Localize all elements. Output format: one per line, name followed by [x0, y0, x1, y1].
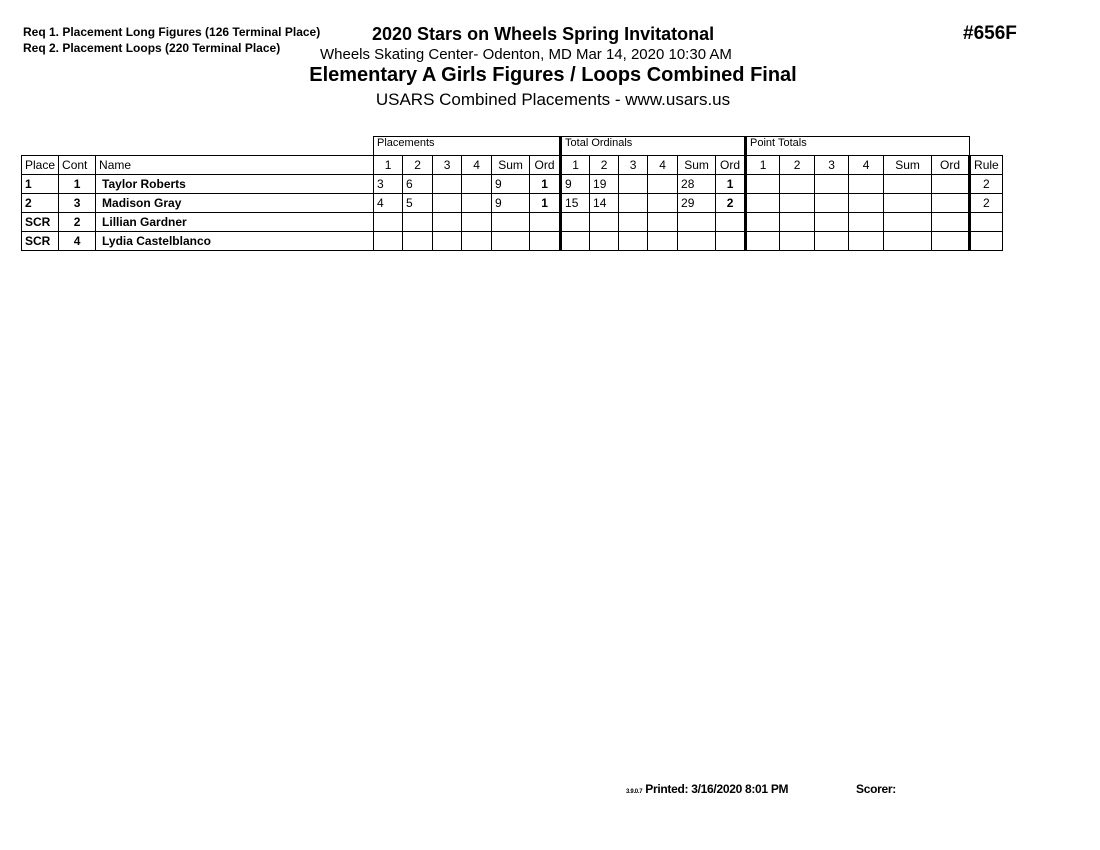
- cell-placement-2: 5: [403, 194, 433, 213]
- cell-ordinal-3: [619, 213, 648, 232]
- cell-place: 1: [22, 175, 59, 194]
- cell-ordinal-1: 15: [561, 194, 590, 213]
- cell-rule: [970, 232, 1003, 251]
- table-row: [22, 213, 1003, 232]
- cell-cont: 2: [59, 213, 96, 232]
- cell-ordinal-sum: [678, 232, 716, 251]
- cell-ordinal-3: [619, 194, 648, 213]
- col-header-ordinal-1: 1: [561, 156, 590, 175]
- col-header-cont: Cont: [59, 156, 96, 175]
- cell-place: 2: [22, 194, 59, 213]
- cell-name: Lillian Gardner: [96, 213, 374, 232]
- table-row: [22, 175, 1003, 194]
- cell-ordinal-ord: [716, 232, 746, 251]
- competition-title: 2020 Stars on Wheels Spring Invitatonal: [372, 24, 715, 44]
- cell-ordinal-2: 14: [590, 194, 619, 213]
- col-header-ordinal-sum: Sum: [678, 156, 716, 175]
- results-table: [21, 136, 1003, 251]
- cell-points-3: [815, 232, 849, 251]
- cell-ordinal-2: 19: [590, 175, 619, 194]
- cell-name: Taylor Roberts: [96, 175, 374, 194]
- cell-name: Lydia Castelblanco: [96, 232, 374, 251]
- cell-ordinal-4: [648, 213, 678, 232]
- cell-placement-4: [462, 213, 492, 232]
- cell-rule: [970, 213, 1003, 232]
- cell-points-4: [849, 175, 884, 194]
- table-row: [22, 232, 1003, 251]
- cell-points-1: [746, 194, 780, 213]
- col-header-placement-1: 1: [374, 156, 403, 175]
- column-header-row: [22, 156, 1003, 175]
- cell-placement-sum: 9: [492, 194, 530, 213]
- venue-date: Wheels Skating Center- Odenton, MD Mar 14, 2020 10:30 AM: [320, 46, 732, 63]
- cell-points-2: [780, 194, 815, 213]
- cell-points-1: [746, 213, 780, 232]
- cell-ordinal-4: [648, 175, 678, 194]
- cell-placement-1: 4: [374, 194, 403, 213]
- cell-points-1: [746, 175, 780, 194]
- group-header-row: [22, 137, 1003, 156]
- col-header-place: Place: [22, 156, 59, 175]
- cell-points-2: [780, 175, 815, 194]
- group-header-placements: Placements: [374, 137, 561, 156]
- cell-points-sum: [884, 232, 932, 251]
- requirement-1: Req 1. Placement Long Figures (126 Terminal Place): [23, 25, 321, 39]
- cell-ordinal-3: [619, 175, 648, 194]
- cell-placement-4: [462, 194, 492, 213]
- cell-place: SCR: [22, 213, 59, 232]
- col-header-ordinal-3: 3: [619, 156, 648, 175]
- cell-ordinal-3: [619, 232, 648, 251]
- cell-points-4: [849, 232, 884, 251]
- cell-ordinal-2: [590, 232, 619, 251]
- cell-placement-sum: [492, 213, 530, 232]
- cell-placement-1: [374, 232, 403, 251]
- col-header-placement-2: 2: [403, 156, 433, 175]
- col-header-placement-ord: Ord: [530, 156, 561, 175]
- cell-ordinal-sum: [678, 213, 716, 232]
- col-header-ordinal-ord: Ord: [716, 156, 746, 175]
- cell-placement-3: [433, 175, 462, 194]
- cell-ordinal-ord: 1: [716, 175, 746, 194]
- col-header-rule: Rule: [970, 156, 1003, 175]
- cell-placement-1: [374, 213, 403, 232]
- cell-points-ord: [932, 232, 970, 251]
- subtitle: USARS Combined Placements - www.usars.us: [375, 90, 731, 109]
- group-header-point-totals: Point Totals: [746, 137, 970, 156]
- cell-placement-3: [433, 194, 462, 213]
- cell-ordinal-1: [561, 213, 590, 232]
- col-header-ordinal-2: 2: [590, 156, 619, 175]
- cell-rule: 2: [970, 175, 1003, 194]
- col-header-points-sum: Sum: [884, 156, 932, 175]
- cell-placement-2: [403, 232, 433, 251]
- cell-ordinal-1: [561, 232, 590, 251]
- cell-placement-2: [403, 213, 433, 232]
- col-header-points-3: 3: [815, 156, 849, 175]
- group-header-total-ordinals: Total Ordinals: [561, 137, 746, 156]
- cell-cont: 4: [59, 232, 96, 251]
- cell-points-sum: [884, 194, 932, 213]
- cell-placement-ord: 1: [530, 194, 561, 213]
- cell-points-sum: [884, 175, 932, 194]
- print-info: [626, 782, 788, 796]
- cell-ordinal-4: [648, 232, 678, 251]
- col-header-points-1: 1: [746, 156, 780, 175]
- cell-ordinal-ord: [716, 213, 746, 232]
- requirement-2: Req 2. Placement Loops (220 Terminal Place): [23, 41, 281, 55]
- cell-points-4: [849, 213, 884, 232]
- col-header-ordinal-4: 4: [648, 156, 678, 175]
- cell-points-sum: [884, 213, 932, 232]
- cell-ordinal-2: [590, 213, 619, 232]
- col-header-placement-3: 3: [433, 156, 462, 175]
- cell-name: Madison Gray: [96, 194, 374, 213]
- cell-points-2: [780, 213, 815, 232]
- cell-points-ord: [932, 194, 970, 213]
- scorer-label: Scorer:: [856, 782, 896, 796]
- cell-placement-ord: 1: [530, 175, 561, 194]
- cell-ordinal-ord: 2: [716, 194, 746, 213]
- cell-ordinal-sum: 28: [678, 175, 716, 194]
- cell-placement-3: [433, 232, 462, 251]
- table-row: [22, 194, 1003, 213]
- col-header-points-4: 4: [849, 156, 884, 175]
- cell-placement-3: [433, 213, 462, 232]
- cell-placement-4: [462, 175, 492, 194]
- cell-placement-2: 6: [403, 175, 433, 194]
- cell-points-3: [815, 213, 849, 232]
- software-version: 3.9.0.7: [626, 789, 643, 795]
- cell-place: SCR: [22, 232, 59, 251]
- col-header-placement-4: 4: [462, 156, 492, 175]
- cell-placement-4: [462, 232, 492, 251]
- col-header-name: Name: [96, 156, 374, 175]
- cell-rule: 2: [970, 194, 1003, 213]
- col-header-points-2: 2: [780, 156, 815, 175]
- cell-ordinal-4: [648, 194, 678, 213]
- cell-placement-sum: 9: [492, 175, 530, 194]
- col-header-placement-sum: Sum: [492, 156, 530, 175]
- cell-placement-1: 3: [374, 175, 403, 194]
- cell-points-ord: [932, 175, 970, 194]
- cell-ordinal-1: 9: [561, 175, 590, 194]
- cell-ordinal-sum: 29: [678, 194, 716, 213]
- cell-points-4: [849, 194, 884, 213]
- cell-points-1: [746, 232, 780, 251]
- cell-placement-ord: [530, 213, 561, 232]
- event-name: Elementary A Girls Figures / Loops Combined Final: [309, 64, 797, 86]
- cell-cont: 3: [59, 194, 96, 213]
- col-header-points-ord: Ord: [932, 156, 970, 175]
- event-code: #656F: [963, 23, 1017, 44]
- cell-cont: 1: [59, 175, 96, 194]
- cell-points-3: [815, 194, 849, 213]
- cell-points-3: [815, 175, 849, 194]
- cell-points-ord: [932, 213, 970, 232]
- cell-points-2: [780, 232, 815, 251]
- cell-placement-ord: [530, 232, 561, 251]
- cell-placement-sum: [492, 232, 530, 251]
- printed-timestamp: Printed: 3/16/2020 8:01 PM: [645, 782, 789, 796]
